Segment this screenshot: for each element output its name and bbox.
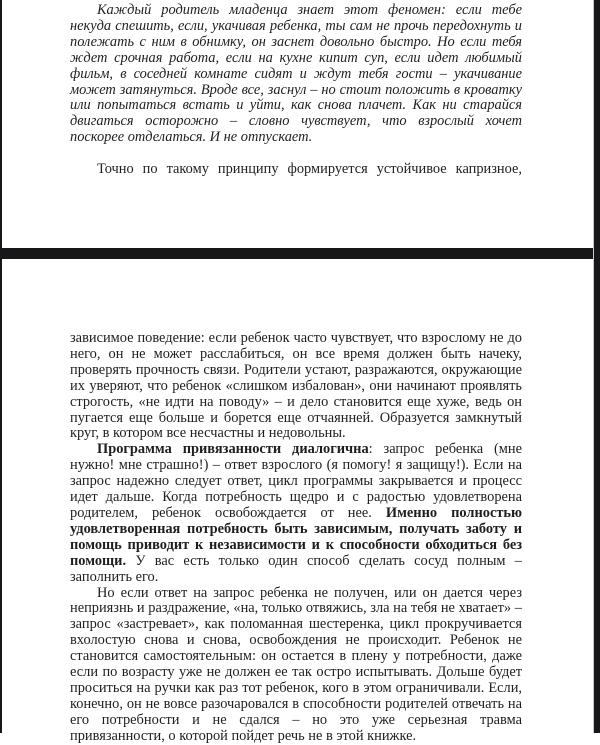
paragraph-unanswered-request: Но если ответ на запрос ребенка не получен, или он дается через неприязнь и раздражение, «на, только отвяжись, зла на тебя не хватает» – запрос «застревает», как поломанная шестеренка, цикл прокручивается вхолостую снова и снова, освобождения не происходит. Ребенок не становится самостоятельным: он остается в плену у потребности, даже если по возрасту уже не должен ее так остро испытывать. Дольше будет проситься на ручки как раз тот ребенок, кого в этом ограничивали. Если, конечно, он не вовсе разочаровался в способности родителей отвечать на его потребности и не сдался – но это уже серьезная травма привязанности, о которой пойдет речь не в этой книжке. — [70, 584, 522, 744]
page-gap-band — [0, 248, 600, 259]
page-bottom — [0, 259, 600, 744]
page-bottom-text-column — [70, 331, 522, 745]
text-tail-vessel: У вас есть только один способ сделать сосуд полным – заполнить его. — [70, 552, 522, 585]
page-top-text-column — [70, 3, 522, 178]
paragraph-continued-to-next-page: Точно по такому принципу формируется устойчивое капризное, — [97, 161, 522, 178]
bold-emphasis-satisfied-need: Именно полностью удовлетворенная потребность быть зависимым, получать заботу и помощь приводит к независимости и к способности обходиться без помощи. — [70, 504, 523, 569]
viewer-right-edge — [594, 0, 600, 733]
paragraph-dependent-behavior: зависимое поведение: если ребенок часто чувствует, что взрослому не до него, он не может расслабиться, он все время должен быть начеку, проверять прочность связи. Родители устают, разражаются, окружающие их уверяют, что ребенок «слишком избалован», они начинают проявлять строгость, «не идти на поводу» – и дело становится еще хуже, ведь он пугается еще больше и борется еще отчаянней. Образуется замкнутый круг, в котором все несчастны и недовольны. — [70, 330, 522, 442]
paragraph-italic-anecdote: Каждый родитель младенца знает этот феномен: если тебе некуда спешить, если, укачивая ребенка, ты сам не прочь передохнуть и полежать с ним в обнимку, он заснет довольно быстро. Но если тебя ждет срочная работа, если на кухне кипит суп, если идет любимый фильм, в соседней комнате сидят и ждут тебя гости – укачивание может затянуться. Вроде все, заснул – но стоит положить в кроватку или попытаться встать и уйти, как снова плачет. Как ни старайся двигаться осторожно – словно чувствует, что взрослый хочет поскорее отделаться. И не отпускает. — [70, 2, 522, 146]
page-top — [0, 0, 600, 248]
text-after-bold-lead: : запрос ребенка (мне нужно! мне страшно!) – ответ взрослого (я помогу! я защищу!). Если на запрос надежно следует ответ, цикл программы закрывается и процесс идет дальше. Когда потребность щедро и с радостью удовлетворена родителем, ребенок освобождается от нее. — [70, 441, 522, 521]
viewer-left-edge — [0, 0, 2, 733]
paragraph-attachment-program — [70, 442, 522, 585]
bold-lead-attachment-program: Программа привязанности диалогична — [97, 441, 369, 458]
